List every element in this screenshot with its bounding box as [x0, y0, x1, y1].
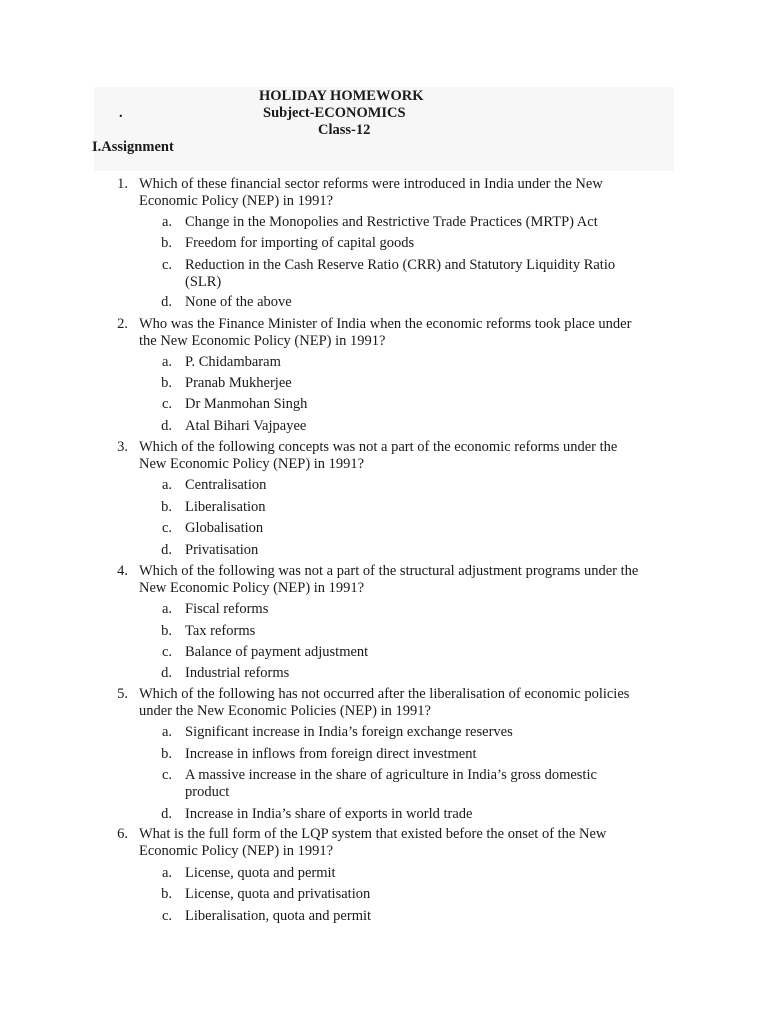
option-text-line: Centralisation: [185, 477, 267, 493]
question-text: [139, 439, 679, 473]
option-text-line: Liberalisation, quota and permit: [185, 908, 372, 924]
option-letter: c.: [161, 644, 172, 660]
option-letter: d.: [161, 418, 172, 434]
option-text-line: Atal Bihari Vajpayee: [185, 418, 307, 434]
question-number: 2.: [117, 316, 128, 332]
option-text: [185, 294, 665, 311]
option-text-line: Balance of payment adjustment: [185, 644, 369, 660]
option-text-line: Freedom for importing of capital goods: [185, 235, 415, 251]
question-text: [139, 176, 679, 210]
question-text-line: Which of the following has not occurred after the liberalisation of economic policies: [139, 686, 630, 702]
option-text-line: Reduction in the Cash Reserve Ratio (CRR) and Statutory Liquidity Ratio: [185, 257, 616, 273]
option-letter: b.: [161, 623, 172, 639]
option-text: [185, 499, 665, 516]
option-text-line: Dr Manmohan Singh: [185, 396, 308, 412]
option-letter: d.: [161, 294, 172, 310]
section-heading: I.Assignment: [92, 139, 174, 155]
option-text-line: Globalisation: [185, 520, 264, 536]
subject-label: Subject-ECONOMICS: [263, 105, 406, 121]
option-letter: a.: [161, 601, 172, 617]
option-letter: c.: [161, 396, 172, 412]
option-text-line: Fiscal reforms: [185, 601, 269, 617]
option-text: [185, 257, 665, 291]
question-text-line: the New Economic Policy (NEP) in 1991?: [139, 333, 386, 349]
option-text: [185, 865, 665, 882]
question-number: 1.: [117, 176, 128, 192]
option-text-line: Pranab Mukherjee: [185, 375, 292, 391]
option-text-line: License, quota and permit: [185, 865, 336, 881]
option-text: [185, 214, 665, 231]
option-text-line: Liberalisation: [185, 499, 266, 515]
option-text-line: Change in the Monopolies and Restrictive Trade Practices (MRTP) Act: [185, 214, 598, 230]
question-text-line: Which of these financial sector reforms were introduced in India under the New: [139, 176, 603, 192]
option-text: [185, 623, 665, 640]
option-letter: a.: [161, 354, 172, 370]
option-text: [185, 542, 665, 559]
option-text-line: A massive increase in the share of agriculture in India’s gross domestic: [185, 767, 597, 783]
option-text: [185, 601, 665, 618]
option-text: [185, 418, 665, 435]
option-text-line: product: [185, 784, 230, 800]
question-text-line: Who was the Finance Minister of India when the economic reforms took place under: [139, 316, 632, 332]
option-letter: b.: [161, 886, 172, 902]
question-text: [139, 316, 679, 350]
option-text-line: (SLR): [185, 274, 222, 290]
option-text: [185, 520, 665, 537]
option-letter: b.: [161, 375, 172, 391]
question-text-line: under the New Economic Policies (NEP) in 1991?: [139, 703, 431, 719]
option-text: [185, 235, 665, 252]
question-number: 6.: [117, 826, 128, 842]
question-number: 3.: [117, 439, 128, 455]
option-letter: c.: [161, 767, 172, 783]
option-text-line: None of the above: [185, 294, 292, 310]
option-text: [185, 746, 665, 763]
option-letter: a.: [161, 477, 172, 493]
option-text-line: Tax reforms: [185, 623, 256, 639]
option-letter: c.: [161, 908, 172, 924]
option-text: [185, 665, 665, 682]
option-text: [185, 886, 665, 903]
question-text: [139, 826, 679, 860]
option-text: [185, 767, 665, 801]
question-number: 4.: [117, 563, 128, 579]
question-text-line: Economic Policy (NEP) in 1991?: [139, 193, 334, 209]
option-letter: d.: [161, 665, 172, 681]
document-title: HOLIDAY HOMEWORK: [259, 88, 424, 104]
question-text-line: Which of the following concepts was not a part of the economic reforms under the: [139, 439, 618, 455]
option-letter: d.: [161, 542, 172, 558]
option-letter: c.: [161, 257, 172, 273]
option-letter: a.: [161, 214, 172, 230]
question-text-line: New Economic Policy (NEP) in 1991?: [139, 580, 365, 596]
question-text: [139, 563, 679, 597]
question-text-line: What is the full form of the LQP system that existed before the onset of the New: [139, 826, 607, 842]
option-text: [185, 724, 665, 741]
header-dot: .: [119, 105, 123, 121]
option-text-line: Increase in India’s share of exports in world trade: [185, 806, 473, 822]
question-text-line: Which of the following was not a part of the structural adjustment programs under the: [139, 563, 639, 579]
class-label: Class-12: [318, 122, 371, 138]
option-letter: a.: [161, 865, 172, 881]
option-letter: a.: [161, 724, 172, 740]
option-text: [185, 908, 665, 925]
option-text: [185, 644, 665, 661]
question-text-line: Economic Policy (NEP) in 1991?: [139, 843, 334, 859]
option-text: [185, 375, 665, 392]
question-text-line: New Economic Policy (NEP) in 1991?: [139, 456, 365, 472]
option-text: [185, 477, 665, 494]
option-text-line: Industrial reforms: [185, 665, 290, 681]
option-text-line: License, quota and privatisation: [185, 886, 371, 902]
question-text: [139, 686, 679, 720]
option-letter: b.: [161, 235, 172, 251]
option-letter: b.: [161, 746, 172, 762]
option-letter: c.: [161, 520, 172, 536]
option-text: [185, 396, 665, 413]
option-text-line: Significant increase in India’s foreign exchange reserves: [185, 724, 513, 740]
option-letter: b.: [161, 499, 172, 515]
option-text: [185, 354, 665, 371]
option-letter: d.: [161, 806, 172, 822]
option-text: [185, 806, 665, 823]
question-number: 5.: [117, 686, 128, 702]
option-text-line: Privatisation: [185, 542, 259, 558]
option-text-line: P. Chidambaram: [185, 354, 281, 370]
option-text-line: Increase in inflows from foreign direct investment: [185, 746, 477, 762]
